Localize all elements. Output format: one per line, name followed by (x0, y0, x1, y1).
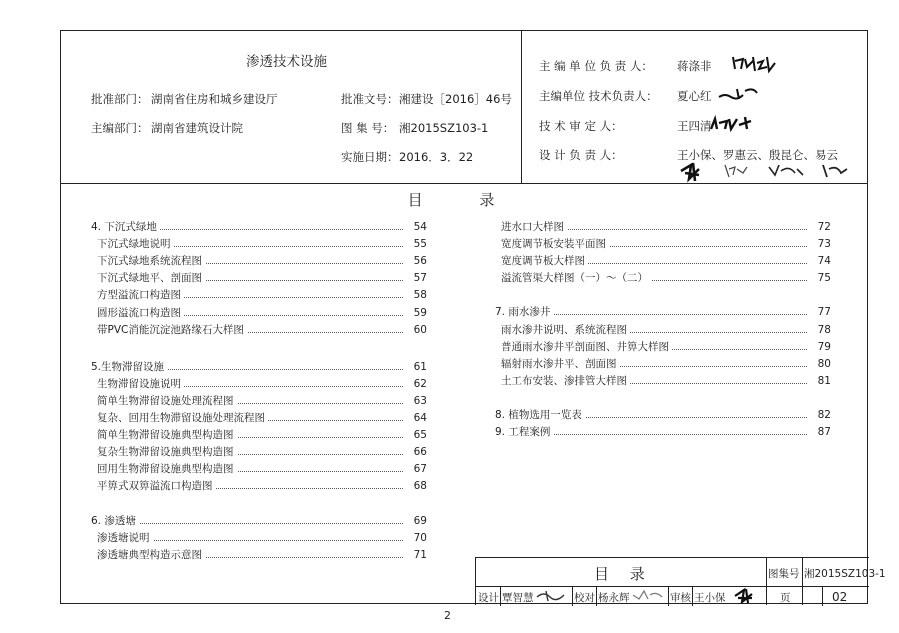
toc-entry-page: 55 (413, 238, 427, 251)
toc-entry-label: 6. 渗透塘 (91, 514, 139, 528)
header-divider (521, 31, 522, 183)
impl-date: 2016．3．22 (399, 150, 474, 164)
approve-doc-label: 批准文号： (341, 92, 399, 106)
role-label-2: 技 术 审 定 人： (539, 119, 623, 133)
toc-entry-page: 72 (817, 221, 831, 233)
review-label: 审核 (670, 592, 691, 604)
toc-entry (97, 411, 427, 425)
approve-doc: 湘建设［2016］46号 (399, 92, 512, 106)
toc-entry-page: 75 (817, 272, 831, 285)
editor-dept-label: 主编部门： (91, 121, 149, 135)
atlas-no-label: 图 集 号： (341, 121, 395, 135)
toc-entry-label: 辐射雨水渗井平、剖面图 (501, 357, 620, 371)
title-block-atlas-label: 图集号 (768, 568, 800, 580)
toc-entry (501, 271, 831, 285)
review-signature-icon (732, 586, 764, 604)
toc-entry-page: 79 (817, 340, 831, 353)
approve-dept-label: 批准部门： (91, 92, 149, 106)
toc-entry-page: 78 (817, 323, 831, 336)
toc-entry-page: 54 (413, 221, 427, 233)
signature-1-icon (729, 53, 781, 75)
role-name-2: 王四清 (677, 119, 712, 133)
signature-2-icon (715, 85, 761, 103)
toc-entry-label: 生物滞留设施说明 (97, 377, 184, 391)
toc-entry-label: 7. 雨水渗井 (495, 305, 553, 319)
toc-entry (97, 394, 427, 408)
check-label: 校对 (574, 592, 595, 604)
toc-entry-label: 平箅式双箅溢流口构造图 (97, 479, 216, 493)
page-number: 2 (444, 609, 451, 622)
toc-entry (97, 479, 427, 493)
toc-entry-label: 复杂、回用生物滞留设施处理流程图 (97, 411, 268, 425)
toc-entry (91, 220, 427, 234)
role-label-0: 主 编 单 位 负 责 人： (539, 59, 653, 73)
toc-entry (97, 548, 427, 562)
toc-entry-page: 73 (817, 238, 831, 251)
title-block (475, 557, 886, 605)
design-signature-icon (534, 587, 570, 603)
toc-entry-page: 74 (817, 255, 831, 268)
toc-entry-page: 61 (413, 360, 427, 373)
toc-entry-page: 68 (413, 480, 427, 493)
toc-entry (495, 408, 831, 422)
toc-entry-page: 69 (413, 514, 427, 527)
toc-entry-page: 65 (413, 429, 427, 442)
toc-entry-page: 87 (817, 426, 831, 438)
toc-entry-page: 70 (413, 531, 427, 544)
design-label: 设计 (478, 592, 499, 604)
review-name: 王小保 (694, 592, 726, 604)
toc-entry-page: 59 (413, 306, 427, 319)
toc-entry-label: 简单生物滞留设施处理流程图 (97, 394, 237, 408)
toc-entry-label: 渗透塘典型构造示意图 (97, 548, 205, 562)
toc-entry-label: 下沉式绿地系统流程图 (97, 254, 205, 268)
toc-entry-page: 66 (413, 446, 427, 459)
impl-date-label: 实施日期： (341, 150, 399, 164)
toc-entry (97, 428, 427, 442)
toc-entry-label: 8. 植物选用一览表 (495, 408, 585, 422)
toc-entry (501, 323, 831, 337)
toc-entry (97, 254, 427, 268)
signature-3-icon (707, 113, 757, 133)
title-block-title: 目 录 (594, 565, 653, 583)
role-name-1: 夏心红 (677, 89, 712, 103)
toc-entry-label: 简单生物滞留设施典型构造图 (97, 428, 237, 442)
check-name: 杨永辉 (598, 592, 630, 604)
toc-entry-label: 下沉式绿地平、剖面图 (97, 271, 205, 285)
toc-entry-label: 雨水渗井说明、系统流程图 (501, 323, 630, 337)
toc-entry-page: 58 (413, 289, 427, 302)
toc-entry-label: 渗透塘说明 (97, 531, 153, 545)
toc-entry-label: 带PVC消能沉淀池路缘石大样图 (97, 323, 247, 337)
drawing-frame (60, 30, 886, 604)
editor-dept: 湖南省建筑设计院 (151, 121, 243, 135)
page-label: 页 (780, 592, 791, 604)
toc-entry (97, 377, 427, 391)
design-name: 覃智慧 (502, 592, 534, 604)
toc-entry (501, 340, 831, 354)
toc-entry-page: 71 (413, 548, 427, 561)
toc-entry (97, 462, 427, 476)
toc-entry-page: 80 (817, 357, 831, 370)
toc-entry (495, 305, 831, 319)
toc-entry-label: 4. 下沉式绿地 (91, 220, 160, 234)
atlas-no: 湘2015SZ103-1 (399, 121, 489, 135)
toc-entry-label: 下沉式绿地说明 (97, 237, 174, 251)
toc-entry-label: 复杂生物滞留设施典型构造图 (97, 445, 237, 459)
toc-entry-page: 57 (413, 272, 427, 285)
toc-entry (97, 323, 427, 337)
page-no: 02 (832, 590, 848, 604)
toc-entry (495, 425, 831, 439)
toc-entry-page: 60 (413, 323, 427, 336)
toc-entry (97, 237, 427, 251)
title-block-atlas-no: 湘2015SZ103-1 (804, 568, 886, 580)
toc-entry-label: 溢流管渠大样图（一）～（二） (501, 271, 651, 285)
toc-entry (501, 237, 831, 251)
header-title: 渗透技术设施 (246, 54, 327, 70)
toc-entry-page: 81 (817, 374, 831, 387)
toc-entry-label: 宽度调节板安装平面图 (501, 237, 609, 251)
toc-entry-label: 圆形溢流口构造图 (97, 306, 184, 320)
toc-entry (91, 360, 427, 374)
role-label-3: 设 计 负 责 人： (539, 148, 623, 162)
toc-entry-page: 56 (413, 255, 427, 268)
toc-entry-page: 77 (817, 306, 831, 319)
toc-entry (97, 531, 427, 545)
signature-4-icon (677, 159, 857, 183)
role-name-0: 蒋涤非 (677, 59, 712, 73)
toc-entry-page: 62 (413, 377, 427, 390)
toc-entry-label: 回用生物滞留设施典型构造图 (97, 462, 237, 476)
check-signature-icon (630, 587, 666, 603)
toc-entry-page: 67 (413, 463, 427, 476)
toc-entry (97, 271, 427, 285)
toc-title: 目 录 (407, 191, 521, 209)
toc-entry (501, 254, 831, 268)
header-block (61, 31, 867, 184)
toc-entry (97, 306, 427, 320)
toc-entry (91, 514, 427, 528)
approve-dept: 湖南省住房和城乡建设厅 (151, 92, 278, 106)
toc-entry-label: 宽度调节板大样图 (501, 254, 588, 268)
toc-entry-label: 进水口大样图 (501, 220, 567, 234)
toc-entry (97, 445, 427, 459)
toc-entry-label: 土工布安装、渗排管大样图 (501, 374, 630, 388)
toc-entry-label: 9. 工程案例 (495, 425, 553, 439)
toc-entry-page: 64 (413, 412, 427, 424)
toc-entry-label: 5.生物滞留设施 (91, 360, 167, 374)
toc-entry (501, 374, 831, 388)
toc-entry-label: 方型溢流口构造图 (97, 288, 184, 302)
role-label-1: 主编单位 技术负责人： (539, 89, 658, 103)
role-name-3: 王小保、罗惠云、殷昆仑、易云 (677, 148, 838, 162)
toc-entry (501, 220, 831, 234)
toc-entry (97, 288, 427, 302)
toc-entry-page: 82 (817, 408, 831, 421)
toc-entry-label: 普通雨水渗井平剖面图、井箅大样图 (501, 340, 672, 354)
toc-entry-page: 63 (413, 394, 427, 407)
toc-entry (501, 357, 831, 371)
